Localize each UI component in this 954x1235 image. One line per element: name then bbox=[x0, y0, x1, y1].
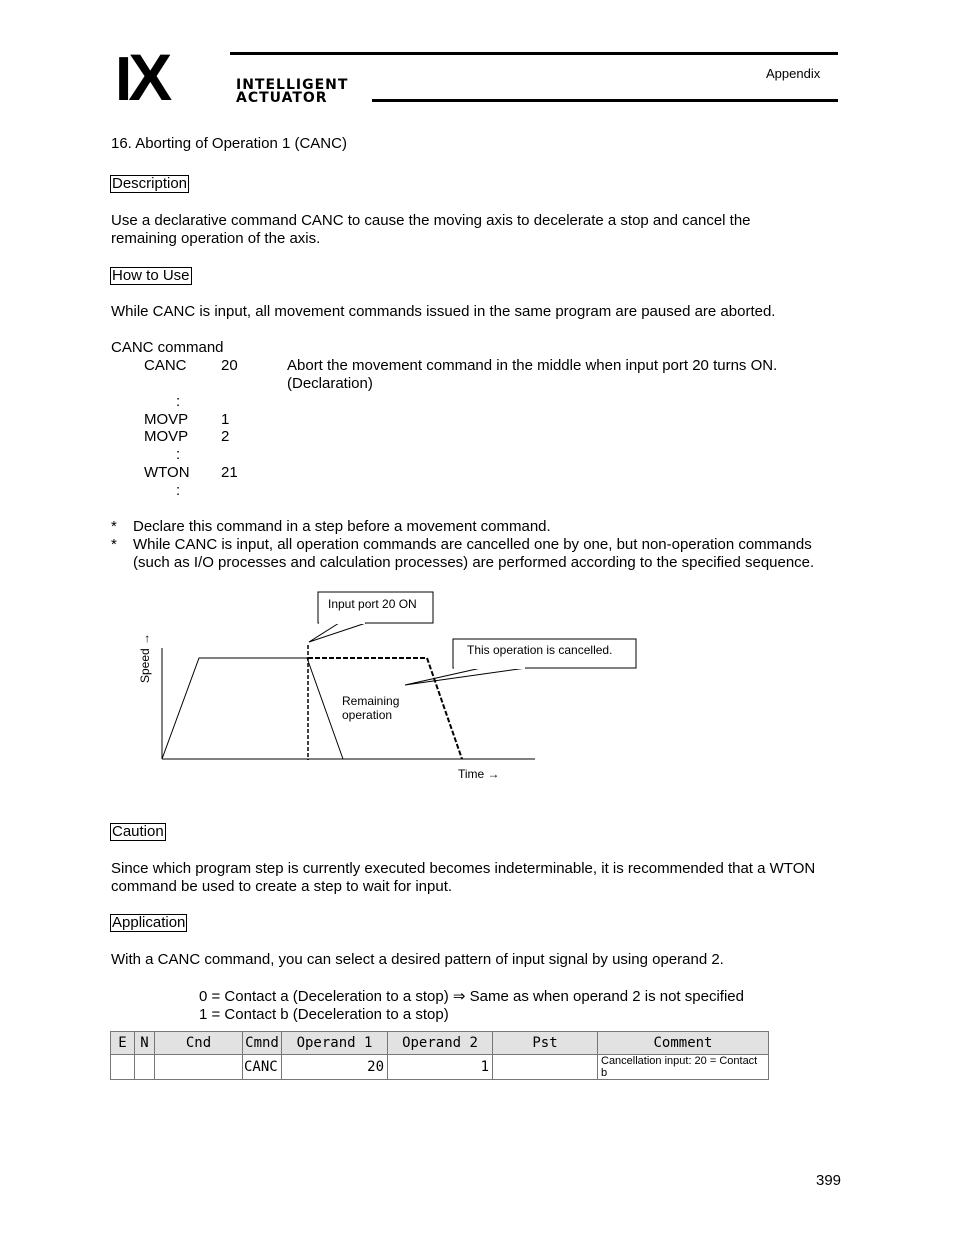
how-to-use-heading: How to Use bbox=[112, 267, 190, 284]
code-cmd: : bbox=[176, 482, 181, 499]
code-op: 20 bbox=[221, 357, 238, 374]
code-op: 21 bbox=[221, 464, 238, 481]
note-bullet: * bbox=[111, 536, 117, 553]
operand-option-0: 0 = Contact a (Deceleration to a stop) ⇒ Same as when operand 2 is not specified bbox=[199, 988, 744, 1005]
program-table bbox=[110, 1031, 769, 1080]
cell-comment[interactable]: Cancellation input: 20 = Contact b bbox=[598, 1055, 769, 1080]
code-comment: (Declaration) bbox=[287, 375, 373, 392]
callout-1-text: Input port 20 ON bbox=[328, 597, 417, 611]
code-cmd: : bbox=[176, 446, 181, 463]
description-heading: Description bbox=[112, 175, 188, 192]
logo-line2: ACTUATOR bbox=[236, 90, 328, 106]
cell-operand1[interactable]: 20 bbox=[282, 1055, 388, 1080]
col-operand1: Operand 1 bbox=[282, 1032, 388, 1055]
col-pst: Pst bbox=[493, 1032, 598, 1055]
cell-cnd[interactable] bbox=[155, 1055, 243, 1080]
code-op: 2 bbox=[221, 428, 230, 445]
code-title: CANC command bbox=[111, 339, 224, 356]
description-text-1: Use a declarative command CANC to cause the moving axis to decelerate a stop and cancel the bbox=[111, 212, 751, 229]
col-operand2: Operand 2 bbox=[388, 1032, 493, 1055]
col-cmnd: Cmnd bbox=[243, 1032, 282, 1055]
page-number: 399 bbox=[816, 1172, 842, 1189]
code-cmd: MOVP bbox=[144, 428, 189, 445]
logo-line1: INTELLIGENT bbox=[236, 77, 349, 93]
code-cmd: CANC bbox=[144, 357, 187, 374]
actual-speed-profile bbox=[162, 658, 343, 759]
callout-2-text: This operation is cancelled. bbox=[467, 643, 613, 657]
cell-cmnd[interactable]: CANC bbox=[243, 1055, 282, 1080]
code-cmd: MOVP bbox=[144, 411, 189, 428]
caution-text-2: command be used to create a step to wait for input. bbox=[111, 878, 453, 895]
section-label: Appendix bbox=[766, 66, 821, 81]
remaining-label-2: operation bbox=[342, 708, 393, 722]
cell-operand2[interactable]: 1 bbox=[388, 1055, 493, 1080]
table-header-row bbox=[111, 1032, 769, 1055]
code-cmd: WTON bbox=[144, 464, 190, 481]
x-axis-label: Time → bbox=[458, 767, 500, 781]
callout-pointer-2 bbox=[405, 668, 526, 685]
code-cmd: : bbox=[176, 393, 181, 410]
remaining-label-1: Remaining bbox=[342, 694, 400, 708]
application-heading: Application bbox=[112, 914, 186, 931]
cell-n[interactable] bbox=[135, 1055, 155, 1080]
y-axis-label: Speed → bbox=[138, 632, 152, 683]
note-2-cont: (such as I/O processes and calculation processes) are performed according to the specified sequence. bbox=[133, 554, 815, 571]
col-cnd: Cnd bbox=[155, 1032, 243, 1055]
callout-pointer-1 bbox=[309, 623, 366, 642]
caution-heading: Caution bbox=[112, 823, 164, 840]
col-comment: Comment bbox=[598, 1032, 769, 1055]
col-e: E bbox=[111, 1032, 135, 1055]
note-2: While CANC is input, all operation commands are cancelled one by one, but non-operation commands bbox=[133, 536, 812, 553]
col-n: N bbox=[135, 1032, 155, 1055]
note-1: Declare this command in a step before a movement command. bbox=[133, 518, 551, 535]
cell-pst[interactable] bbox=[493, 1055, 598, 1080]
application-text: With a CANC command, you can select a desired pattern of input signal by using operand 2. bbox=[111, 951, 724, 968]
description-text-2: remaining operation of the axis. bbox=[111, 230, 321, 247]
code-comment: Abort the movement command in the middle when input port 20 turns ON. bbox=[287, 357, 778, 374]
how-to-use-text: While CANC is input, all movement commands issued in the same program are paused are aborted. bbox=[111, 303, 776, 320]
logo-mark: IX bbox=[115, 40, 169, 114]
cell-e[interactable] bbox=[111, 1055, 135, 1080]
operand-option-1: 1 = Contact b (Deceleration to a stop) bbox=[199, 1006, 449, 1023]
table-row bbox=[111, 1055, 769, 1080]
note-bullet: * bbox=[111, 518, 117, 535]
caution-text-1: Since which program step is currently executed becomes indeterminable, it is recommended that a WTON bbox=[111, 860, 816, 877]
code-op: 1 bbox=[221, 411, 230, 428]
page-title: 16. Aborting of Operation 1 (CANC) bbox=[111, 135, 347, 152]
